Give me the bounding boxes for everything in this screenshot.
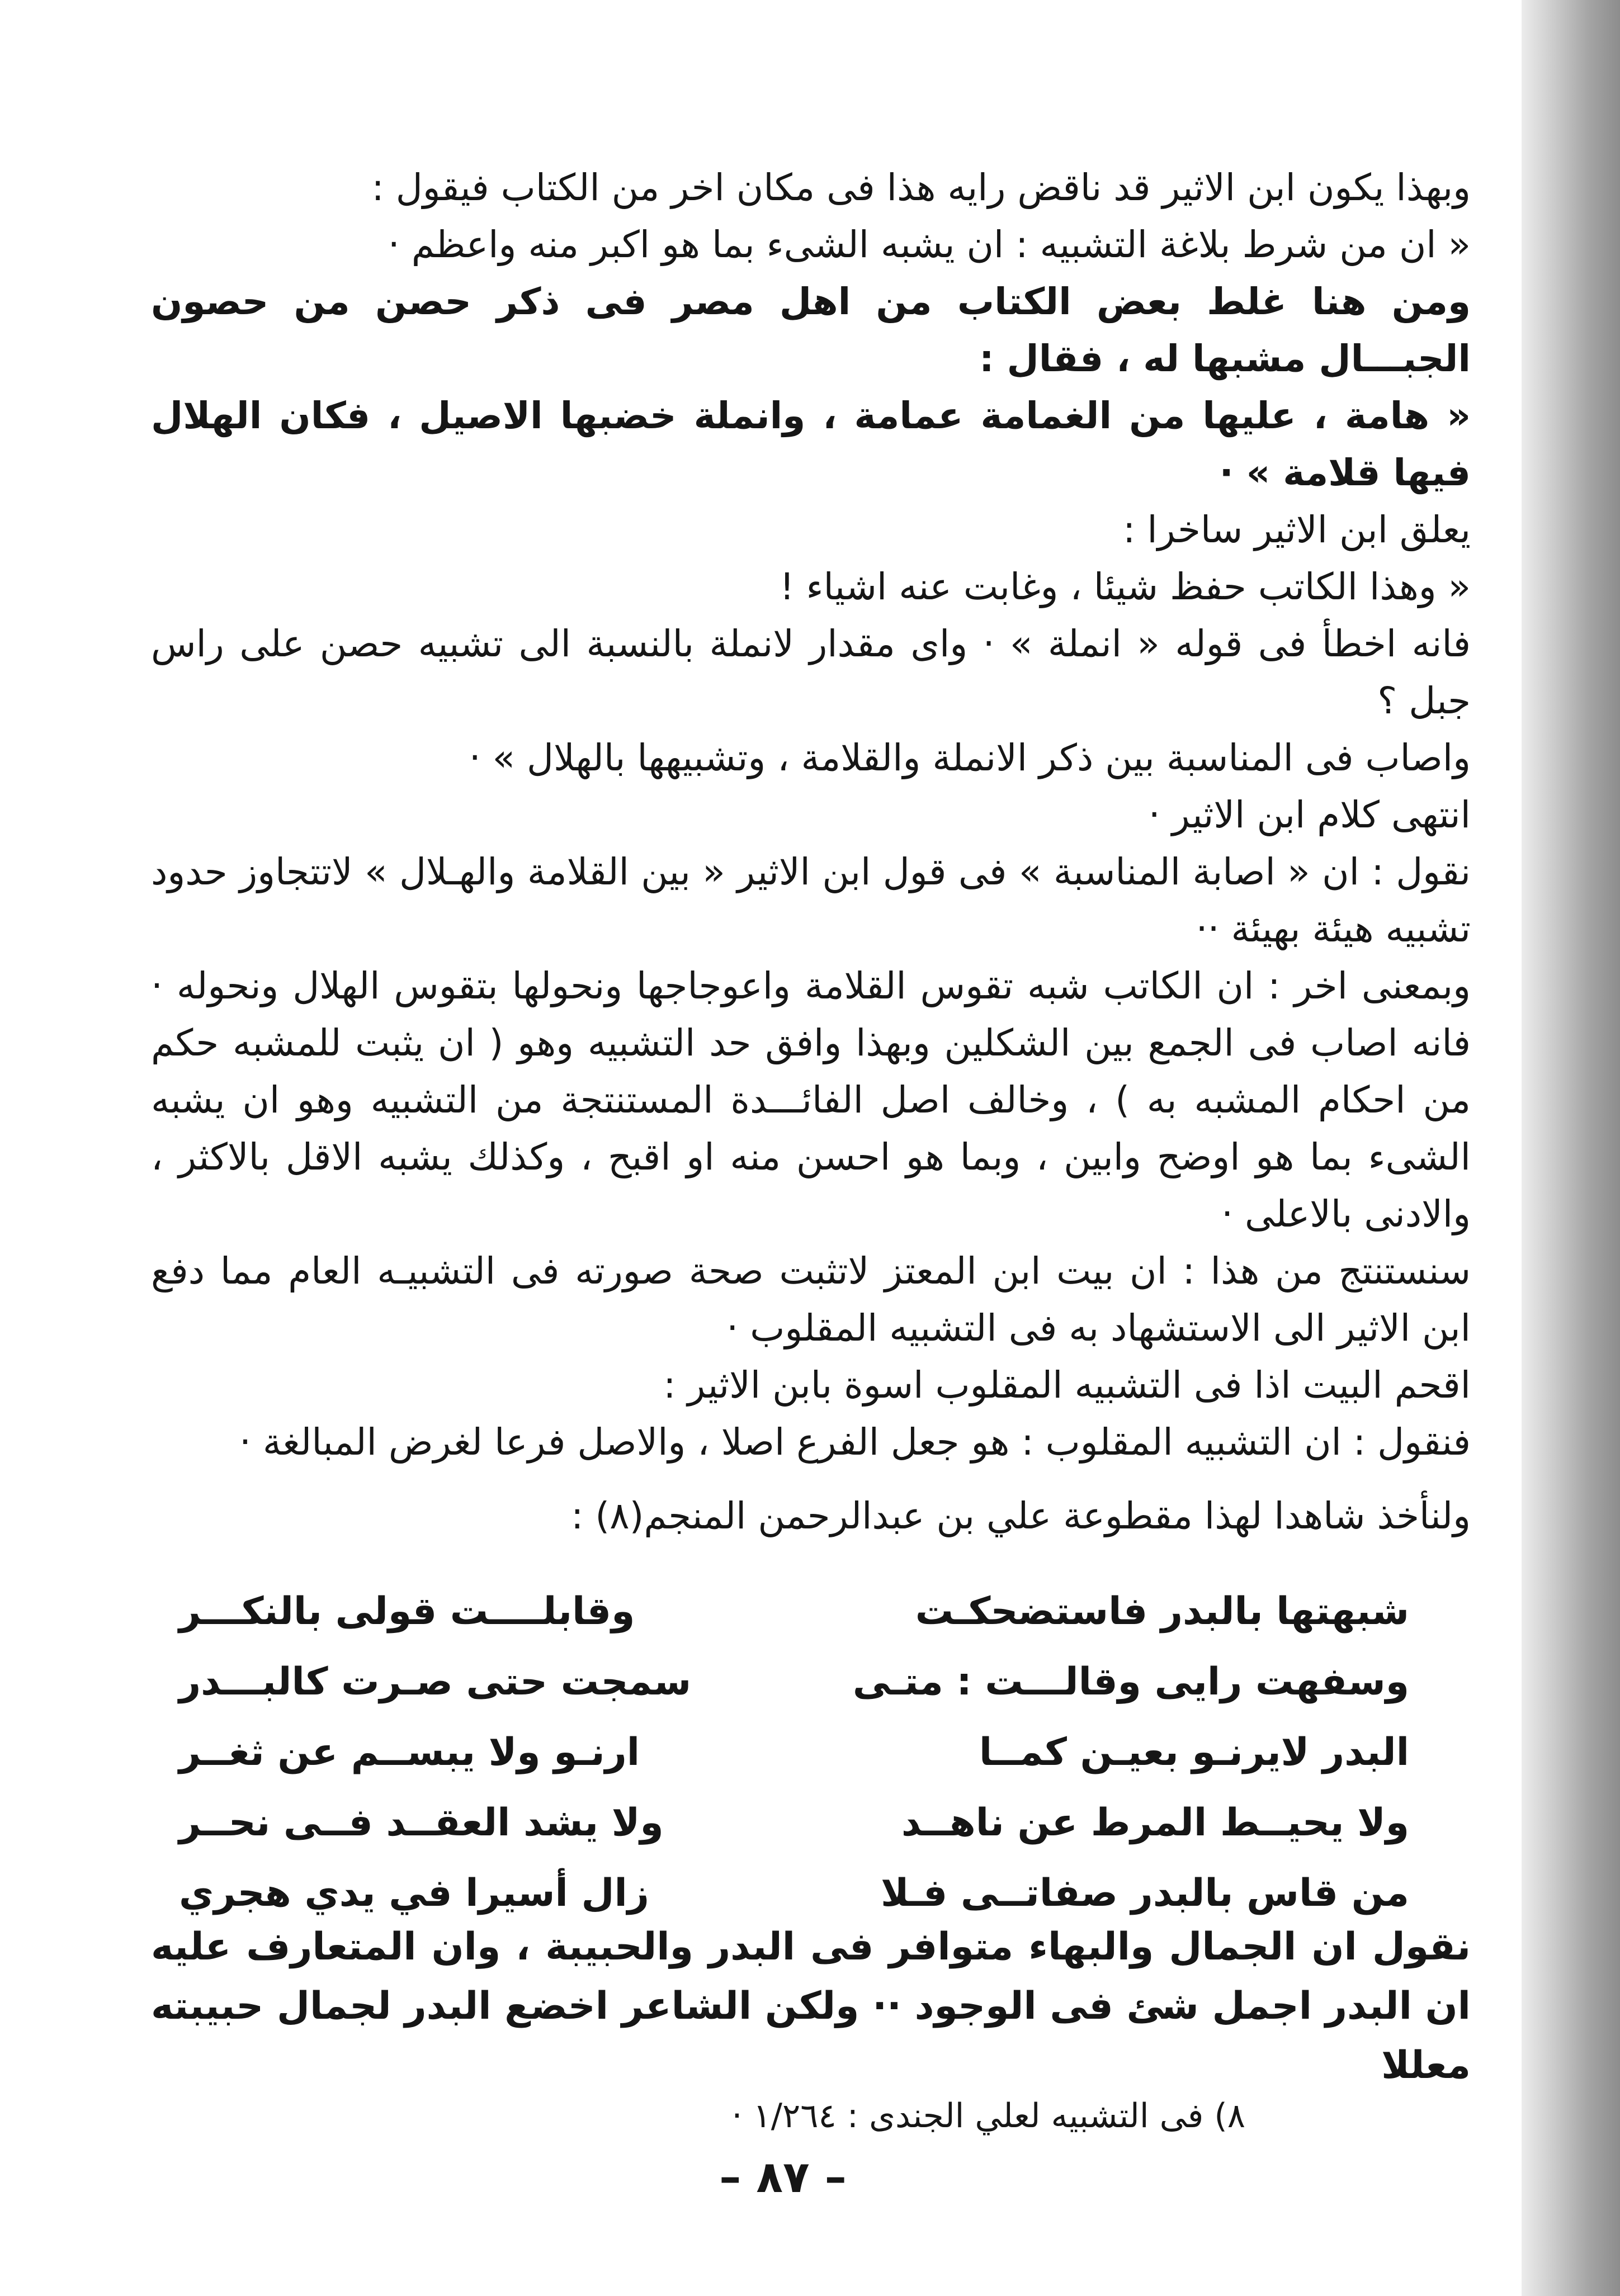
paragraph: فنقول : ان التشبيه المقلوب : هو جعل الفرع اصلا ، والاصل فرعا لغرض المبالغة · xyxy=(239,1421,1471,1464)
poem-verse xyxy=(179,1717,1409,1788)
paragraph: واصاب فى المناسبة بين ذكر الانملة والقلامة ، وتشبيهها بالهلال » · xyxy=(469,736,1471,779)
verse-first-hemistich: من قاس بالبدر صفاتــى فـلا xyxy=(880,1871,1409,1915)
paragraph: فانه اخطأ فى قوله « انملة » · واى مقدار لانملة بالنسبة الى تشبيه حصن على راس جبل ؟ xyxy=(151,622,1471,722)
paragraph: نقول ان الجمال والبهاء متوافر فى البدر والحبيبة ، وان المتعارف عليه ان البدر اجمل شئ فى الوجود ·· ولكن الشاعر اخضع البدر لجمال حبيبته معللا xyxy=(151,1925,1471,2087)
quote-line: « هامة ، عليها من الغمامة عمامة ، وانملة خضبها الاصيل ، فكان الهلال فيها قلامة » · xyxy=(151,394,1471,494)
quote-line: « وهذا الكاتب حفظ شيئا ، وغابت عنه اشياء ! xyxy=(780,565,1471,608)
paragraph: اقحم البيت اذا فى التشبيه المقلوب اسوة بابن الاثير : xyxy=(663,1364,1471,1407)
quote-line: « ان من شرط بلاغة التشبيه : ان يشبه الشىء بما هو اكبر منه واعظم · xyxy=(388,223,1471,266)
paragraph: يعلق ابن الاثير ساخرا : xyxy=(1123,508,1471,551)
footnote: ٨) فى التشبيه لعلي الجندى : ١/٢٦٤ · xyxy=(731,2096,1245,2136)
verse-first-hemistich: وسفهت رايى وقالـــت : متـى xyxy=(852,1660,1409,1704)
poem-verse xyxy=(179,1577,1409,1647)
poem-intro: ولنأخذ شاهدا لهذا مقطوعة علي بن عبدالرحمن المنجم(٨) : xyxy=(571,1494,1471,1537)
verse-second-hemistich: وقابلــــت قولى بالنكـــر xyxy=(179,1589,635,1634)
paragraph: وبهذا يكون ابن الاثير قد ناقض رايه هذا فى مكان اخر من الكتاب فيقول : xyxy=(371,166,1471,209)
main-text xyxy=(151,159,1471,1545)
poem xyxy=(179,1577,1409,1929)
paragraph: وبمعنى اخر : ان الكاتب شبه تقوس القلامة واعوجاجها ونحولها بتقوس الهلال ونحوله · فانه اصاب فى الجمع بين الشكلين وبهذا وافق حد التشبيه وهو ( ان يثبت للمشبه حكم من احكام المشبه به ) ، وخالف اصل الفائـــدة المستنتجة من التشبيه وهو ان يشبه الشىء بما هو اوضح وابين ، وبما هو احسن منه او اقبح ، وكذلك يشبه الاقل بالاكثر ، والادنى بالاعلى · xyxy=(151,964,1471,1235)
poem-verse xyxy=(179,1647,1409,1717)
closing-text xyxy=(151,1918,1471,2095)
verse-second-hemistich: ولا يشد العقــد فــى نحــر xyxy=(179,1801,664,1845)
verse-second-hemistich: زال أسيرا في يدي هجري xyxy=(179,1871,649,1915)
verse-first-hemistich: البدر لايرنـو بعيـن كمــا xyxy=(979,1730,1409,1774)
paragraph: انتهى كلام ابن الاثير · xyxy=(1148,793,1471,836)
verse-first-hemistich: ولا يحيــط المرط عن ناهــد xyxy=(901,1801,1409,1845)
verse-first-hemistich: شبهتها بالبدر فاستضحكـت xyxy=(915,1589,1409,1634)
paragraph: ومن هنا غلط بعض الكتاب من اهل مصر فى ذكر حصن من حصون الجبـــال مشبها له ، فقال : xyxy=(151,280,1471,380)
poem-verse xyxy=(179,1788,1409,1858)
page-number: – ٨٧ – xyxy=(719,2152,847,2203)
verse-second-hemistich: ارنـو ولا يبســم عن ثغــر xyxy=(179,1730,640,1774)
verse-second-hemistich: سمجت حتى صـرت كالبـــدر xyxy=(179,1660,692,1704)
paragraph: نقول : ان « اصابة المناسبة » فى قول ابن الاثير « بين القلامة والهـلال » لاتتجاوز حدود تشبيه هيئة بهيئة ·· xyxy=(151,850,1471,950)
scan-edge-shadow xyxy=(1522,0,1620,2296)
paragraph: سنستنتج من هذا : ان بيت ابن المعتز لاتثبت صحة صورته فى التشبيـه العام مما دفع ابن الاثير الى الاستشهاد به فى التشبيه المقلوب · xyxy=(151,1249,1471,1350)
